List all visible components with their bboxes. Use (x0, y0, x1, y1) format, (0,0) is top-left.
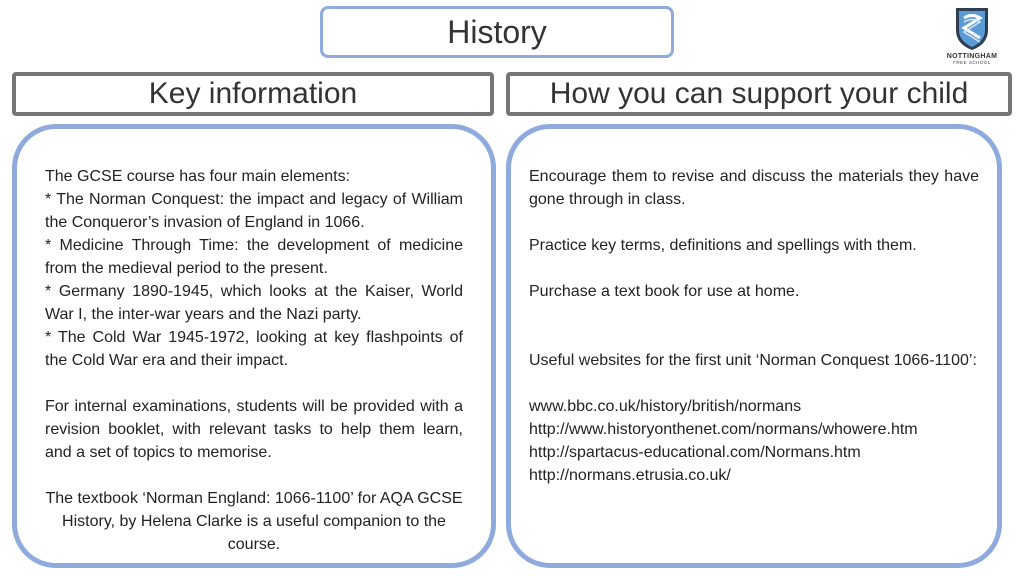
support-panel (506, 124, 1002, 568)
purchase-tip: Purchase a text book for use at home. (529, 283, 800, 300)
support-child-header: How you can support your child (506, 72, 1012, 116)
revise-tip: Encourage them to revise and discuss the materials they have gone through in class. (529, 168, 979, 208)
course-intro: The GCSE course has four main elements: (45, 168, 351, 185)
school-logo (940, 4, 1004, 70)
shield-icon (948, 4, 996, 52)
course-element: * Germany 1890-1945, which looks at the Kaiser, World War I, the inter-war years and the Nazi party. (45, 283, 463, 323)
course-element: * Medicine Through Time: the development of medicine from the medieval period to the present. (45, 237, 463, 277)
course-element: * The Norman Conquest: the impact and legacy of William the Conqueror’s invasion of England in 1066. (45, 191, 463, 231)
website-link[interactable]: http://normans.etrusia.co.uk/ (529, 467, 731, 484)
page-title: History (320, 6, 674, 58)
logo-text-free-school: FREE SCHOOL (953, 60, 991, 65)
logo-text-nottingham: NOTTINGHAM (946, 53, 998, 60)
textbook-info: The textbook ‘Norman England: 1066-1100’ for AQA GCSE History, by Helena Clarke is a useful companion to the course. (45, 490, 463, 553)
course-element: * The Cold War 1945-1972, looking at key flashpoints of the Cold War era and their impact. (45, 329, 463, 369)
websites-intro: Useful websites for the first unit ‘Norman Conquest 1066-1100’: (529, 352, 977, 369)
website-link[interactable]: http://spartacus-educational.com/Normans.htm (529, 444, 861, 461)
website-link[interactable]: http://www.historyonthenet.com/normans/whowere.htm (529, 421, 918, 438)
exams-info: For internal examinations, students will be provided with a revision booklet, with relevant tasks to help them learn, and a set of topics to memorise. (45, 398, 463, 461)
key-information-panel (12, 124, 496, 568)
practice-tip: Practice key terms, definitions and spellings with them. (529, 237, 917, 254)
key-information-header: Key information (12, 72, 494, 116)
website-link[interactable]: www.bbc.co.uk/history/british/normans (529, 398, 802, 415)
